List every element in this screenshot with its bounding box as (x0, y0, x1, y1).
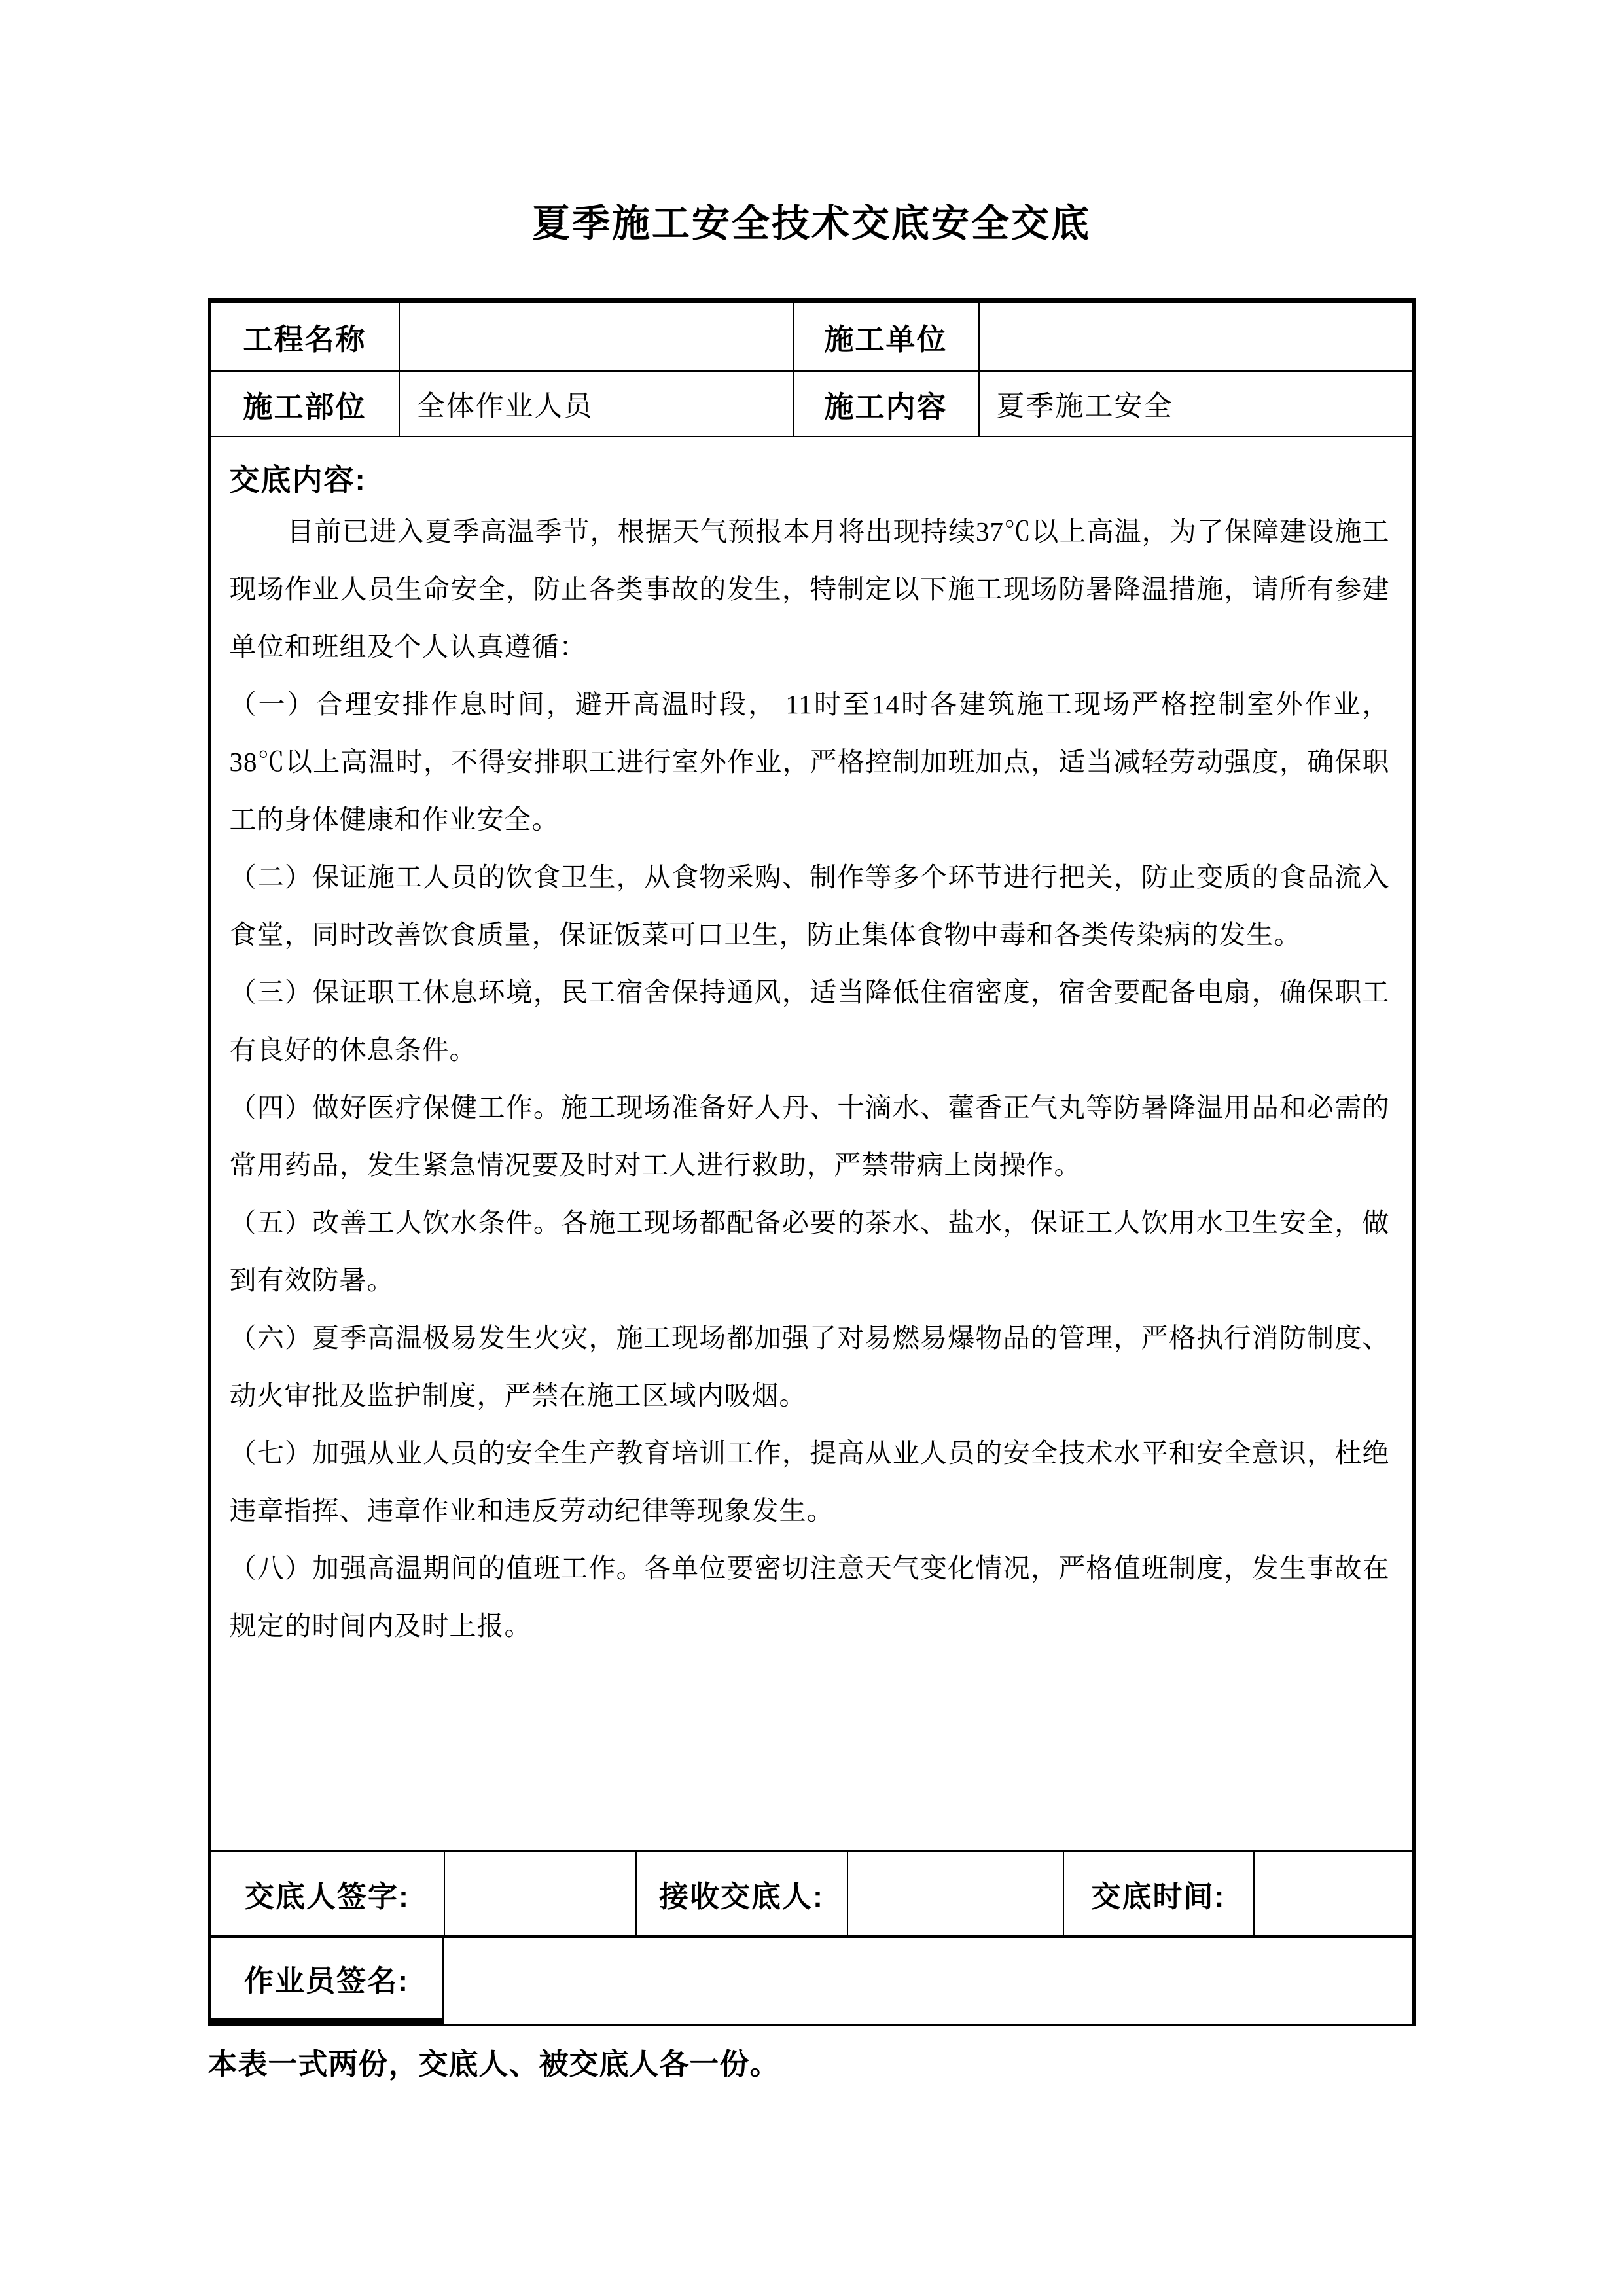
disclosure-item-7: （七）加强从业人员的安全生产教育培训工作，提高从业人员的安全技术水平和安全意识，杜绝违章指挥、违章作业和违反劳动纪律等现象发生。 (229, 1438, 1390, 1526)
disclosure-intro-paragraph: 目前已进入夏季高温季节，根据天气预报本月将出现持续37℃以上高温，为了保障建设施工现场作业人员生命安全，防止各类事故的发生，特制定以下施工现场防暑降温措施，请所有参建单位和班组及个人认真遵循： (229, 516, 1390, 662)
document-title: 夏季施工安全技术交底安全交底 (531, 202, 1091, 245)
disclosure-item-4: （四）做好医疗保健工作。施工现场准备好人丹、十滴水、藿香正气丸等防暑降温用品和必需的常用药品，发生紧急情况要及时对工人进行救助，严禁带病上岗操作。 (229, 1092, 1390, 1180)
disclosure-item-1: （一）合理安排作息时间，避开高温时段， 11时至14时各建筑施工现场严格控制室外作业，38℃以上高温时，不得安排职工进行室外作业，严格控制加班加点，适当减轻劳动强度，确保职工的身体健康和作业安全。 (229, 689, 1390, 834)
project-name-value (399, 303, 793, 370)
disclosure-table (208, 298, 1416, 2026)
disclosure-item-2: （二）保证施工人员的饮食卫生，从食物采购、制作等多个环节进行把关，防止变质的食品流入食堂，同时改善饮食质量，保证饭菜可口卫生，防止集体食物中毒和各类传染病的发生。 (229, 862, 1390, 950)
disclosure-item-3: （三）保证职工休息环境，民工宿舍保持通风，适当降低住宿密度，宿舍要配备电扇，确保职工有良好的休息条件。 (229, 977, 1390, 1065)
footer-note: 本表一式两份，交底人、被交底人各一份。 (207, 2047, 780, 2081)
receiver-value (847, 1852, 1063, 1935)
disclosure-time-value (1253, 1852, 1412, 1935)
worker-signature-label: 作业员签名: (211, 1938, 444, 2024)
disclosure-item-8: （八）加强高温期间的值班工作。各单位要密切注意天气变化情况，严格值班制度，发生事故在规定的时间内及时上报。 (229, 1553, 1390, 1641)
worker-signature-value (444, 1938, 1412, 2024)
construction-part-label: 施工部位 (243, 389, 366, 423)
document-body (208, 298, 1416, 2085)
table-row-project (211, 303, 1412, 372)
disclosure-item-5: （五）改善工人饮水条件。各施工现场都配备必要的茶水、盐水，保证工人饮用水卫生安全，做到有效防暑。 (229, 1208, 1390, 1295)
construction-content-value: 夏季施工安全 (978, 372, 1412, 436)
briefer-signature-label: 交底人签字: (245, 1880, 410, 1913)
construction-content-label: 施工内容 (793, 372, 978, 436)
receiver-label: 接收交底人: (635, 1852, 847, 1935)
construction-unit-label: 施工单位 (793, 303, 978, 370)
table-row-worker-signature (211, 1938, 1412, 2024)
disclosure-time-label: 交底时间: (1063, 1852, 1253, 1935)
disclosure-content-cell (211, 437, 1412, 1852)
briefer-signature-value (444, 1852, 635, 1935)
disclosure-item-6: （六）夏季高温极易发生火灾，施工现场都加强了对易燃易爆物品的管理，严格执行消防制度、动火审批及监护制度，严禁在施工区域内吸烟。 (229, 1323, 1390, 1410)
table-row-part (211, 372, 1412, 437)
project-name-label: 工程名称 (243, 323, 366, 356)
construction-unit-value (978, 303, 1412, 370)
construction-part-value: 全体作业人员 (399, 372, 793, 436)
disclosure-content-label: 交底内容: (229, 463, 366, 497)
table-row-signatures (211, 1852, 1412, 1938)
